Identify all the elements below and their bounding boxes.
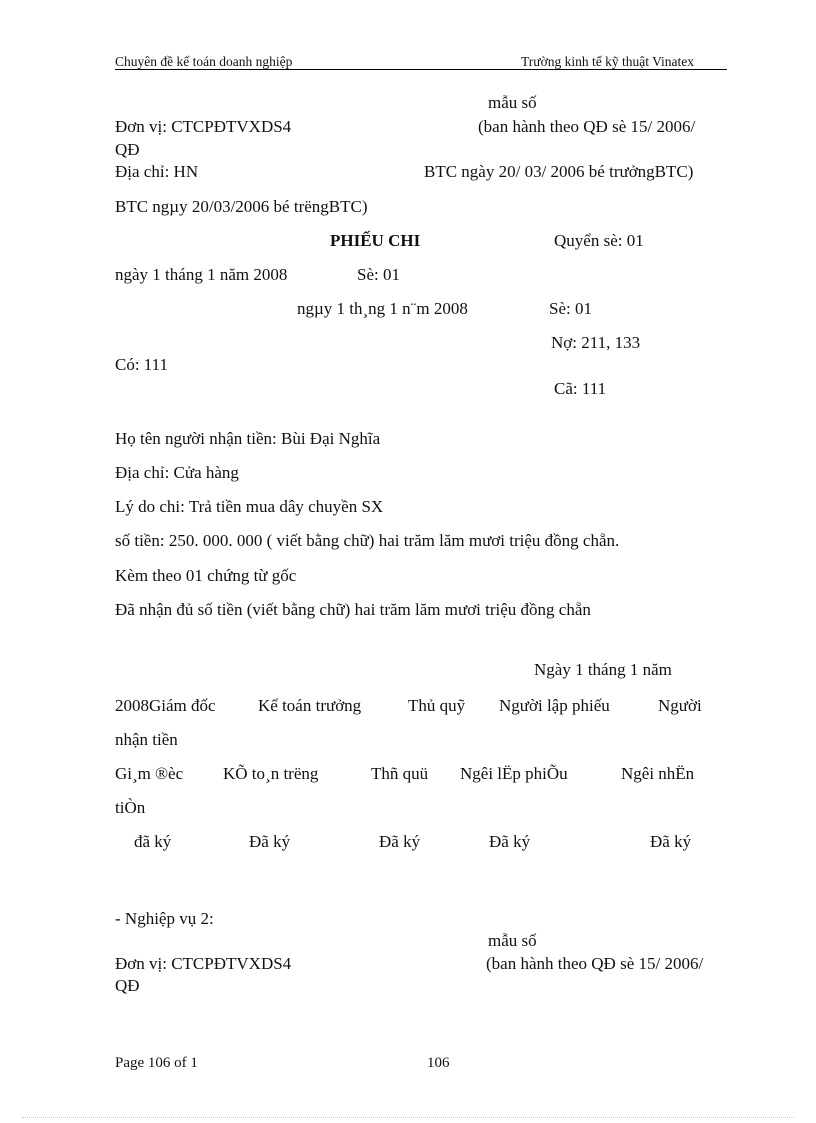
page-bottom-border [22, 1117, 794, 1118]
sig-nguoi-nhan: Người [658, 696, 702, 715]
recipient-name: Họ tên người nhận tiền: Bùi Đại Nghĩa [115, 429, 381, 448]
section2-ban-hanh: (ban hành theo QĐ sè 15/ 2006/ [486, 954, 704, 973]
attachments-note: Kèm theo 01 chứng từ gốc [115, 566, 297, 585]
btc-ngay-text: BTC ngày 20/ 03/ 2006 bé trưởngBTC) [424, 162, 694, 181]
signed-2: Đã ký [249, 832, 291, 851]
signed-5: Đã ký [650, 832, 692, 851]
received-note: Đã nhận đủ số tiền (viết bằng chữ) hai trăm lăm mươi triệu đồng chẵn [115, 600, 591, 619]
signed-1: đã ký [134, 832, 172, 851]
ngay-label: ngày 1 tháng 1 năm 2008 [115, 265, 288, 284]
document-title: PHIẾU CHI [330, 231, 421, 250]
sig-giam-doc: 2008Giám đốc [115, 696, 216, 715]
mau-so-label: mẫu số [488, 93, 537, 112]
so-label: Sè: 01 [357, 265, 400, 284]
so-label-2: Sè: 01 [549, 299, 592, 318]
signing-date: Ngày 1 tháng 1 năm [534, 660, 672, 679]
sig-thu-quy: Thủ quỹ [408, 696, 466, 715]
sig-garbled-ke-toan: KÕ to¸n trëng [223, 764, 319, 783]
sig-garbled-giam-doc: Gi¸m ®èc [115, 764, 184, 783]
footer-page: Page 106 of 1 [115, 1055, 198, 1071]
co-account: Có: 111 [115, 355, 169, 374]
recipient-address: Địa chỉ: Cửa hàng [115, 463, 239, 482]
section2-mau-so: mẫu số [488, 931, 537, 950]
section2-qd: QĐ [115, 976, 140, 995]
qd-text: QĐ [115, 140, 140, 159]
footer-number: 106 [427, 1055, 450, 1071]
ban-hanh-text: (ban hành theo QĐ sè 15/ 2006/ [478, 117, 696, 136]
header-rule [115, 69, 727, 70]
payment-amount: số tiền: 250. 000. 000 ( viết bằng chữ) hai trăm lăm mươi triệu đồng chẵn. [115, 531, 620, 550]
don-vi-label: Đơn vị: CTCPĐTVXDS4 [115, 117, 292, 136]
sig-garbled-nguoi-lap: Ngêi lËp phiÕu [460, 764, 568, 783]
payment-reason: Lý do chi: Trả tiền mua dây chuyền SX [115, 497, 384, 516]
sig-garbled-nguoi-nhan-cont: tiÒn [115, 798, 146, 817]
sig-garbled-thu-quy: Thñ quü [371, 764, 429, 783]
sig-nguoi-nhan-cont: nhận tiền [115, 730, 178, 749]
header-left: Chuyên đề kế toán doanh nghiệp [115, 54, 293, 69]
co-account-garbled: Cã: 111 [554, 379, 607, 398]
section2-heading: - Nghiệp vụ 2: [115, 909, 214, 928]
signed-4: Đã ký [489, 832, 531, 851]
sig-garbled-nguoi-nhan: Ngêi nhËn [621, 764, 695, 783]
section2-don-vi: Đơn vị: CTCPĐTVXDS4 [115, 954, 292, 973]
header-right: Trường kinh tế kỹ thuật Vinatex [521, 54, 695, 69]
no-account: Nợ: 211, 133 [551, 333, 641, 352]
signed-3: Đã ký [379, 832, 421, 851]
sig-ke-toan: Kế toán trưởng [258, 696, 362, 715]
quyen-so-label: Quyển sè: 01 [554, 231, 644, 250]
dia-chi-label: Địa chỉ: HN [115, 162, 199, 181]
ngay-garbled-label: ngµy 1 th¸ng 1 n¨m 2008 [297, 299, 468, 318]
btc-ngay-garbled-text: BTC ngµy 20/03/2006 bé trëngBTC) [115, 197, 368, 216]
sig-nguoi-lap: Người lập phiếu [499, 696, 610, 715]
